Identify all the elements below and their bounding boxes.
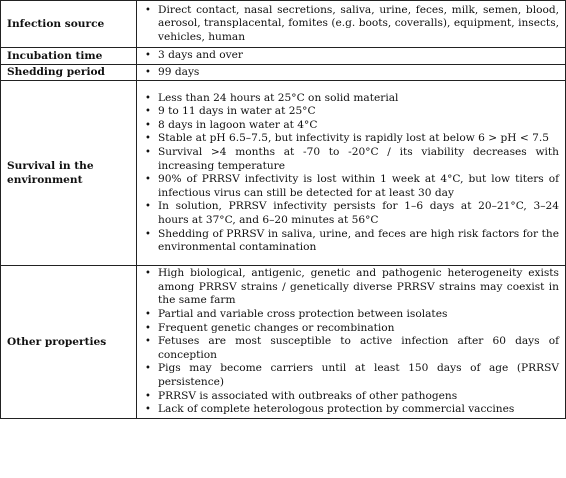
row-label: Survival in the environment: [1, 81, 137, 266]
bullet-item: • High biological, antigenic, genetic and pathogenic heterogeneity exists among PRRSV strains / genetically diverse PRRSV strains may coexist in the same farm: [144, 267, 559, 308]
row-content: [137, 48, 566, 65]
row-content: [137, 1, 566, 48]
row-label: Infection source: [1, 1, 137, 48]
bullet-item: • 99 days: [144, 66, 559, 80]
row-content: [137, 64, 566, 81]
table-row: [1, 1, 566, 48]
bullet-item: • Direct contact, nasal secretions, saliva, urine, feces, milk, semen, blood, aerosol, transplacental, fomites (e.g. boots, coveralls), equipment, insects, vehicles, human: [144, 4, 559, 45]
bullet-list: [144, 49, 559, 63]
bullet-item: • Pigs may become carriers until at least 150 days of age (PRRSV persistence): [144, 362, 559, 389]
bullet-item: • 90% of PRRSV infectivity is lost within 1 week at 4°C, but low titers of infectious virus can still be detected for at least 30 day: [144, 173, 559, 200]
row-content: [137, 266, 566, 419]
table-row: [1, 48, 566, 65]
table-row: [1, 266, 566, 419]
table-row: [1, 81, 566, 266]
bullet-item: • 8 days in lagoon water at 4°C: [144, 119, 559, 133]
bullet-item: • Less than 24 hours at 25°C on solid material: [144, 92, 559, 106]
bullet-item: • 3 days and over: [144, 49, 559, 63]
bullet-list: [144, 4, 559, 45]
bullet-item: • 9 to 11 days in water at 25°C: [144, 105, 559, 119]
bullet-item: • Fetuses are most susceptible to active infection after 60 days of conception: [144, 335, 559, 362]
bullet-list: [144, 92, 559, 255]
bullet-item: • Lack of complete heterologous protection by commercial vaccines: [144, 403, 559, 417]
row-label: Other properties: [1, 266, 137, 419]
bullet-list: [144, 66, 559, 80]
table-row: [1, 64, 566, 81]
bullet-item: • Partial and variable cross protection between isolates: [144, 308, 559, 322]
row-label: Incubation time: [1, 48, 137, 65]
bullet-item: • Shedding of PRRSV in saliva, urine, and feces are high risk factors for the environmental contamination: [144, 228, 559, 255]
row-label: Shedding period: [1, 64, 137, 81]
bullet-item: • In solution, PRRSV infectivity persists for 1–6 days at 20–21°C, 3–24 hours at 37°C, and 6–20 minutes at 56°C: [144, 200, 559, 227]
bullet-item: • PRRSV is associated with outbreaks of other pathogens: [144, 390, 559, 404]
bullet-list: [144, 267, 559, 417]
bullet-item: • Survival >4 months at -70 to -20°C / its viability decreases with increasing temperature: [144, 146, 559, 173]
bullet-item: • Frequent genetic changes or recombination: [144, 322, 559, 336]
row-content: [137, 81, 566, 266]
table-body: [1, 1, 566, 419]
bullet-item: • Stable at pH 6.5–7.5, but infectivity is rapidly lost at below 6 > pH < 7.5: [144, 132, 559, 146]
